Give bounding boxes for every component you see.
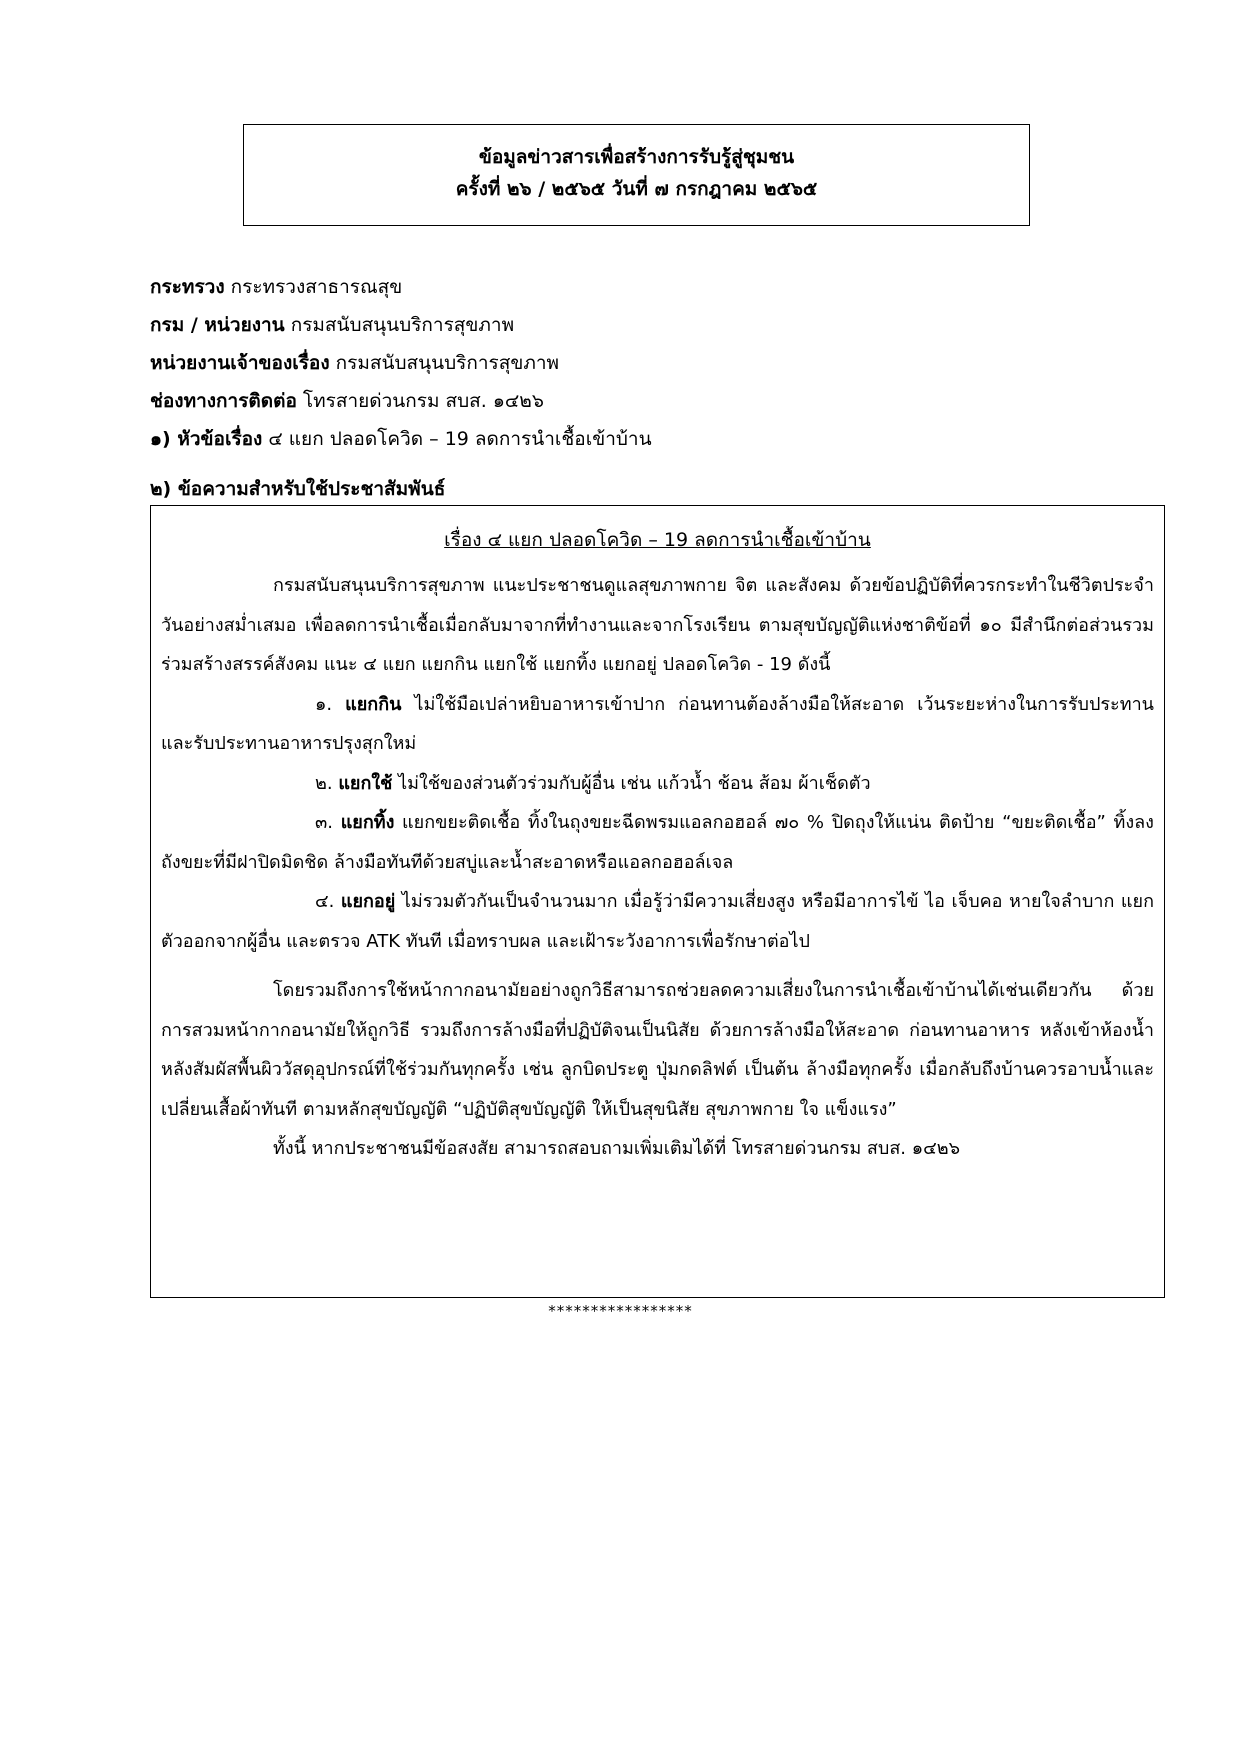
topic-row — [150, 420, 1130, 458]
topic-value: ๔ แยก ปลอดโควิด – 19 ลดการนำเชื้อเข้าบ้าน — [268, 428, 652, 450]
ministry-value: กระทรวงสาธารณสุข — [230, 276, 403, 298]
closing-paragraph: ทั้งนี้ หากประชาชนมีข้อสงสัย สามารถสอบถามเพิ่มเติมได้ที่ โทรสายด่วนกรม สบส. ๑๔๒๖ — [273, 1138, 961, 1159]
item-number: ๒. — [315, 772, 333, 794]
item-number: ๓. — [315, 812, 334, 833]
ministry-row — [150, 268, 1130, 306]
footer-separator: ***************** — [548, 1302, 693, 1320]
contact-label: ช่องทางการติดต่อ — [150, 390, 297, 412]
item-label: แยกกิน — [345, 693, 402, 715]
item-text: ไม่ใช้มือเปล่าหยิบอาหารเข้าปาก ก่อนทานต้องล้างมือให้สะอาด เว้นระยะห่างในการรับประทาน และรับประทานอาหารปรุงสุกใหม่ — [161, 693, 1154, 754]
item-label: แยกอยู่ — [340, 891, 396, 912]
owner-row — [150, 344, 1130, 382]
ministry-label: กระทรวง — [150, 276, 225, 298]
department-value: กรมสนับสนุนบริการสุขภาพ — [290, 314, 515, 336]
item-number: ๑. — [315, 693, 333, 715]
contact-row — [150, 382, 1130, 420]
document-header-box — [243, 124, 1030, 226]
item-text: ไม่รวมตัวกันเป็นจำนวนมาก เมื่อรู้ว่ามีความเสี่ยงสูง หรือมีอาการไข้ ไอ เจ็บคอ หายใจลำบาก แยกตัวออกจากผู้อื่น และตรวจ ATK ทันที เมื่อทราบผล และเฝ้าระวังอาการเพื่อรักษาต่อไป — [161, 891, 1154, 952]
pr-message-box — [150, 505, 1165, 1298]
item-label: แยกทิ้ง — [340, 812, 395, 833]
item-discard-separately — [161, 803, 1154, 882]
department-row — [150, 306, 1130, 344]
document-meta — [150, 268, 1130, 458]
item-number: ๔. — [315, 891, 335, 912]
document-title: ข้อมูลข่าวสารเพื่อสร้างการรับรู้สู่ชุมชน — [478, 146, 795, 168]
item-stay-separately — [161, 882, 1154, 961]
item-use-separately — [161, 764, 1154, 804]
item-eat-separately — [161, 685, 1154, 764]
department-label: กรม / หน่วยงาน — [150, 314, 285, 336]
intro-paragraph: กรมสนับสนุนบริการสุขภาพ แนะประชาชนดูแลสุขภาพกาย จิต และสังคม ด้วยข้อปฏิบัติที่ควรกระทำในชีวิตประจำวันอย่างสม่ำเสมอ เพื่อลดการนำเชื้อเมื่อกลับมาจากที่ทำงานและจากโรงเรียน ตามสุขบัญญัติแห่งชาติข้อที่ ๑๐ มีสำนึกต่อส่วนรวม ร่วมสร้างสรรค์สังคม แนะ ๔ แยก แยกกิน แยกใช้ แยกทิ้ง แยกอยู่ ปลอดโควิด - 19 ดังนี้ — [161, 575, 1154, 675]
item-text: ไม่ใช้ของส่วนตัวร่วมกับผู้อื่น เช่น แก้วน้ำ ช้อน ส้อม ผ้าเช็ดตัว — [398, 772, 871, 794]
issue-date-line: ครั้งที่ ๒๖ / ๒๕๖๕ วันที่ ๗ กรกฎาคม ๒๕๖๕ — [455, 178, 818, 200]
owner-label: หน่วยงานเจ้าของเรื่อง — [150, 352, 330, 374]
item-text: แยกขยะติดเชื้อ ทิ้งในถุงขยะฉีดพรมแอลกอฮอล์ ๗๐ % ปิดถุงให้แน่น ติดป้าย “ขยะติดเชื้อ” ทิ้งลงถังขยะที่มีฝาปิดมิดชิด ล้างมือทันทีด้วยสบู่และน้ำสะอาดหรือแอลกอฮอล์เจล — [161, 812, 1154, 873]
contact-value: โทรสายด่วนกรม สบส. ๑๔๒๖ — [302, 390, 544, 412]
story-title: เรื่อง ๔ แยก ปลอดโควิด – 19 ลดการนำเชื้อเข้าบ้าน — [444, 529, 871, 551]
topic-label: ๑) หัวข้อเรื่อง — [150, 428, 263, 450]
summary-paragraph: โดยรวมถึงการใช้หน้ากากอนามัยอย่างถูกวิธีสามารถช่วยลดความเสี่ยงในการนำเชื้อเข้าบ้านได้เช่นเดียวกัน ด้วยการสวมหน้ากากอนามัยให้ถูกวิธี รวมถึงการล้างมือที่ปฏิบัติจนเป็นนิสัย ด้วยการล้างมือให้สะอาด ก่อนทานอาหาร หลังเข้าห้องน้ำ หลังสัมผัสพื้นผิววัสดุอุปกรณ์ที่ใช้ร่วมกันทุกครั้ง เช่น ลูกบิดประตู ปุ่มกดลิฟต์ เป็นต้น ล้างมือทุกครั้ง เมื่อกลับถึงบ้านควรอาบน้ำและเปลี่ยนเสื้อผ้าทันที ตามหลักสุขบัญญัติ “ปฏิบัติสุขบัญญัติ ให้เป็นสุขนิสัย สุขภาพกาย ใจ แข็งแรง” — [161, 980, 1154, 1120]
section-2-heading: ๒) ข้อความสำหรับใช้ประชาสัมพันธ์ — [150, 478, 446, 500]
owner-value: กรมสนับสนุนบริการสุขภาพ — [335, 352, 560, 374]
item-label: แยกใช้ — [338, 772, 393, 794]
